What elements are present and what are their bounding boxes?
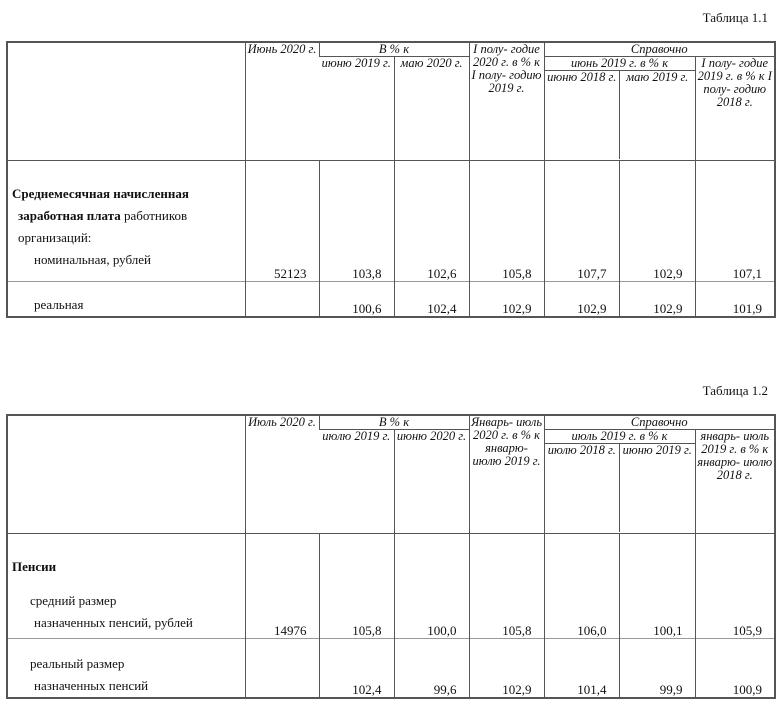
header-ref-b: июню 2019 г.: [619, 444, 695, 532]
header-ref-a: июню 2018 г.: [547, 70, 617, 85]
wages-table: [6, 41, 776, 318]
cell: 102,9: [469, 639, 544, 699]
row-label-real: [7, 282, 245, 318]
cell: 103,8: [319, 161, 394, 282]
header-pct-group: В % к: [319, 42, 469, 57]
cell: 100,0: [394, 534, 469, 639]
header-ref-sub-cell: [544, 57, 695, 161]
label-rest-2: работников: [120, 208, 188, 223]
header-half-year: Январь- июль 2020 г. в % к январю- июлю 2019 г.: [469, 415, 544, 534]
header-pct-group: В % к: [319, 415, 469, 430]
cell: 102,9: [619, 282, 695, 318]
header-month: Июль 2020 г.: [245, 415, 319, 534]
pensions-table: [6, 414, 776, 699]
label-bold-1: Среднемесячная начисленная: [12, 186, 189, 201]
cell: 105,9: [695, 534, 775, 639]
cell: 14976: [245, 534, 319, 639]
cell: 105,8: [319, 534, 394, 639]
cell: 102,9: [619, 161, 695, 282]
cell: 99,6: [394, 639, 469, 699]
cell: 107,1: [695, 161, 775, 282]
row-label-1: средний размер: [30, 593, 117, 608]
cell: 102,9: [544, 282, 619, 318]
row-label-pensions: [7, 534, 245, 639]
cell: 101,4: [544, 639, 619, 699]
cell: 101,9: [695, 282, 775, 318]
label-bold: Пенсии: [12, 559, 57, 574]
header-ref-sub: июль 2019 г. в % к: [545, 430, 695, 444]
row-label-wages: [7, 161, 245, 282]
header-ref-a: июлю 2018 г.: [547, 443, 616, 458]
cell: 106,0: [544, 534, 619, 639]
table-caption: Таблица 1.2: [702, 383, 768, 398]
header-ref-sub-cell: [544, 430, 695, 534]
cell: 100,1: [619, 534, 695, 639]
row-label-2: назначенных пенсий, рублей: [34, 615, 193, 630]
cell: 52123: [245, 161, 319, 282]
cell: 105,8: [469, 161, 544, 282]
cell: [245, 282, 319, 318]
row-label-real-pension: [7, 639, 245, 699]
row-label: реальная: [34, 297, 84, 312]
header-pct-b: июню 2020 г.: [394, 430, 469, 534]
header-half-year: I полу- годие 2020 г. в % к I полу- годию 2019 г.: [469, 42, 544, 161]
cell: 107,7: [544, 161, 619, 282]
header-month: Июнь 2020 г.: [245, 42, 319, 161]
cell: 102,9: [469, 282, 544, 318]
header-reference: Справочно: [544, 415, 775, 430]
header-blank: [7, 42, 245, 161]
cell: 99,9: [619, 639, 695, 699]
header-ref-half: январь- июль 2019 г. в % к январю- июлю 2018 г.: [695, 430, 775, 534]
header-pct-b: маю 2020 г.: [394, 57, 469, 161]
cell: [245, 639, 319, 699]
row-label: номинальная, рублей: [34, 252, 152, 267]
cell: 102,6: [394, 161, 469, 282]
cell: 102,4: [394, 282, 469, 318]
row-label-2: назначенных пенсий: [34, 678, 149, 693]
header-ref-sub: июнь 2019 г. в % к: [545, 57, 695, 71]
cell: 102,4: [319, 639, 394, 699]
header-ref-b: маю 2019 г.: [619, 71, 695, 159]
header-pct-a: июлю 2019 г.: [322, 429, 391, 444]
table-caption: Таблица 1.1: [702, 10, 768, 25]
cell: 100,6: [319, 282, 394, 318]
header-blank: [7, 415, 245, 534]
header-ref-half: I полу- годие 2019 г. в % к I полу- годию 2018 г.: [695, 57, 775, 161]
row-label-1: реальный размер: [30, 656, 125, 671]
label-bold-2: заработная плата: [18, 208, 121, 223]
cell: 100,9: [695, 639, 775, 699]
header-pct-a: июню 2019 г.: [321, 56, 391, 71]
cell: 105,8: [469, 534, 544, 639]
label-3: организаций:: [18, 230, 92, 245]
header-reference: Справочно: [544, 42, 775, 57]
